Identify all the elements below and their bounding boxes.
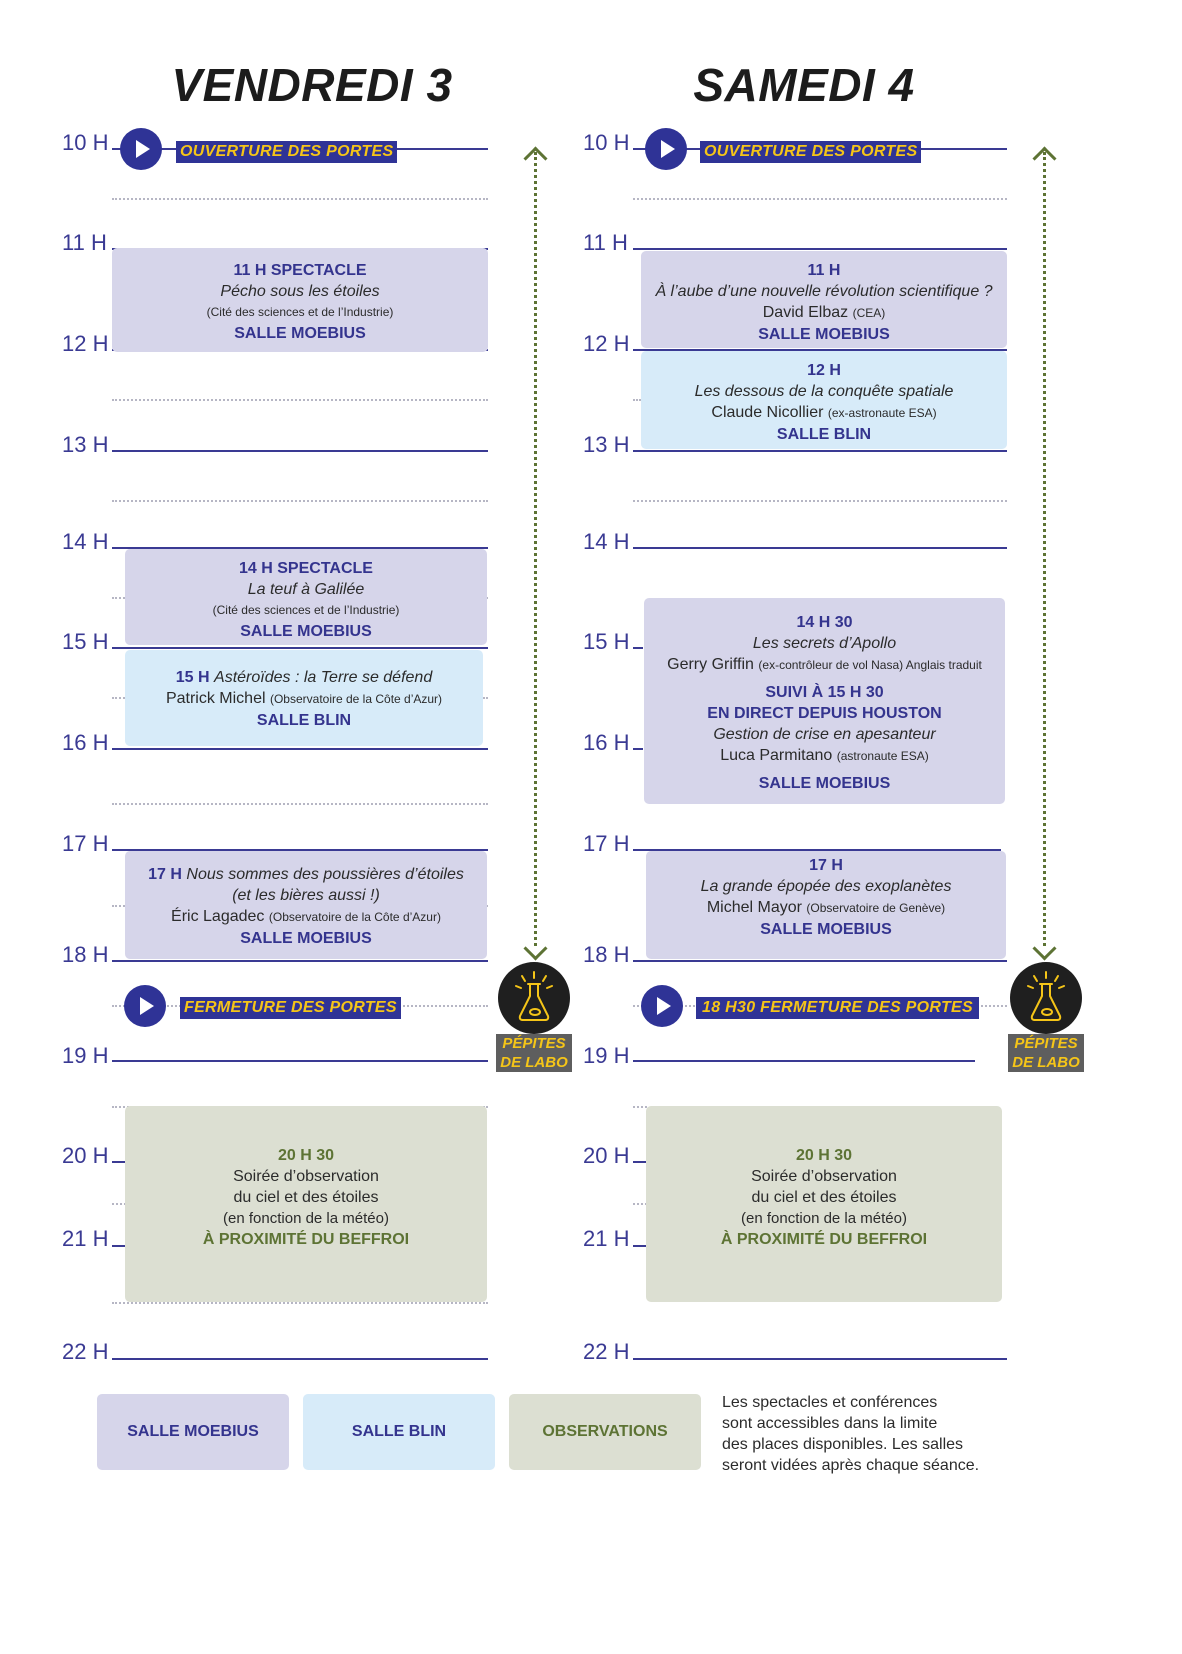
- hour-label: 17 H: [62, 831, 109, 856]
- hour-line: [633, 1358, 1007, 1360]
- event-speaker: Michel Mayor: [706, 899, 802, 916]
- hour-label: 16 H: [62, 730, 109, 755]
- event-affiliation: (Observatoire de la Côte d’Azur): [268, 910, 441, 924]
- event-card: [641, 351, 1007, 449]
- event-card: [112, 248, 488, 352]
- hour-line: [633, 547, 1007, 549]
- event-room: SALLE MOEBIUS: [760, 921, 892, 938]
- event-affiliation: (CEA): [852, 306, 886, 320]
- play-icon: [124, 985, 166, 1027]
- event-card: [125, 650, 483, 746]
- hour-label: 12 H: [62, 331, 109, 356]
- half-hour-line: [112, 1302, 488, 1304]
- event-speaker: Gerry Griffin: [667, 656, 754, 673]
- play-icon: [120, 128, 162, 170]
- hour-label: 18 H: [62, 942, 109, 967]
- hour-label: 18 H: [583, 942, 630, 967]
- hour-label: 17 H: [583, 831, 630, 856]
- event-room: SALLE MOEBIUS: [758, 775, 891, 792]
- event-time: 14 H SPECTACLE: [239, 560, 373, 577]
- access-note: [722, 1392, 1002, 1476]
- event-time: 17 H: [148, 866, 182, 883]
- event-line: Soirée d’observation: [233, 1168, 379, 1185]
- hour-line: [112, 450, 488, 452]
- event-time: 20 H 30: [277, 1147, 335, 1164]
- event-speaker: Éric Lagadec: [171, 908, 265, 925]
- hour-label: 20 H: [62, 1143, 109, 1168]
- event-time: 15 H: [175, 669, 210, 686]
- half-hour-line: [633, 399, 641, 401]
- event-line: Soirée d’observation: [751, 1168, 897, 1185]
- dotted-range-line: [1043, 152, 1046, 946]
- event-place: À PROXIMITÉ DU BEFFROI: [202, 1231, 410, 1248]
- half-hour-line: [633, 1203, 647, 1205]
- hour-label: 14 H: [583, 529, 630, 554]
- hour-label: 11 H: [62, 230, 107, 255]
- friday-title: VENDREDI 3: [171, 59, 453, 111]
- event-card: [125, 851, 487, 959]
- event-title-line2: (et les bières aussi !): [232, 887, 380, 904]
- lab-badge-line1: PÉPITES: [1014, 1035, 1078, 1052]
- note-line: Les spectacles et conférences: [722, 1394, 938, 1411]
- hour-label: 15 H: [583, 629, 630, 654]
- event-affiliation: (ex-astronaute ESA): [827, 406, 937, 420]
- half-hour-line: [112, 500, 488, 502]
- hour-label: 19 H: [62, 1043, 109, 1068]
- event-title: Les secrets d’Apollo: [752, 635, 897, 652]
- half-hour-line: [112, 1203, 126, 1205]
- hour-label: 13 H: [583, 432, 630, 457]
- half-hour-line: [112, 198, 488, 200]
- hour-line: [112, 647, 488, 649]
- hour-label: 11 H: [583, 230, 628, 255]
- hour-label: 20 H: [583, 1143, 630, 1168]
- event-speaker: Patrick Michel: [165, 690, 266, 707]
- hour-line: [112, 1245, 126, 1247]
- event-speaker: Luca Parmitano: [720, 747, 833, 764]
- event-title: La teuf à Galilée: [247, 581, 365, 598]
- event-speaker: David Elbaz: [762, 304, 849, 321]
- event-title: La grande épopée des exoplanètes: [700, 878, 952, 895]
- hour-label: 13 H: [62, 432, 109, 457]
- event-room: SALLE MOEBIUS: [758, 326, 890, 343]
- hour-line: [633, 1161, 647, 1163]
- event-speaker: Claude Nicollier: [711, 404, 824, 421]
- lab-badge-line2: DE LABO: [1012, 1054, 1080, 1071]
- half-hour-line: [633, 500, 1007, 502]
- hour-label: 10 H: [583, 130, 630, 155]
- half-hour-line: [112, 399, 488, 401]
- hour-label: 22 H: [62, 1339, 109, 1364]
- event-room: SALLE MOEBIUS: [240, 623, 372, 640]
- event-source: (Cité des sciences et de l’Industrie): [206, 305, 394, 319]
- event-line: du ciel et des étoiles: [233, 1189, 379, 1206]
- event-room: SALLE BLIN: [776, 426, 872, 443]
- hour-line: [633, 748, 643, 750]
- event-place: À PROXIMITÉ DU BEFFROI: [720, 1231, 928, 1248]
- closing-label: 18 H30 FERMETURE DES PORTES: [696, 997, 979, 1019]
- event-title: Les dessous de la conquête spatiale: [694, 383, 954, 400]
- event-title: À l’aube d’une nouvelle révolution scientifique ?: [655, 283, 993, 300]
- event-follow: EN DIRECT DEPUIS HOUSTON: [707, 705, 942, 722]
- event-room: SALLE MOEBIUS: [240, 930, 372, 947]
- saturday-title: SAMEDI 4: [693, 59, 915, 111]
- hour-line: [112, 1358, 488, 1360]
- event-time: 12 H: [807, 362, 841, 379]
- hour-label: 22 H: [583, 1339, 630, 1364]
- hour-line: [112, 960, 488, 962]
- event-time: 11 H SPECTACLE: [233, 262, 367, 279]
- event-time: 11 H: [807, 262, 841, 279]
- hour-label: 12 H: [583, 331, 630, 356]
- event-room: SALLE BLIN: [256, 712, 352, 729]
- event-card: [644, 598, 1005, 804]
- event-source: (Cité des sciences et de l’Industrie): [212, 603, 400, 617]
- hour-label: 21 H: [583, 1226, 630, 1251]
- hour-line: [633, 450, 1007, 452]
- half-hour-line: [633, 198, 1007, 200]
- hour-line: [112, 1060, 488, 1062]
- hour-line: [633, 647, 643, 649]
- play-icon: [641, 985, 683, 1027]
- event-line: du ciel et des étoiles: [751, 1189, 897, 1206]
- event-time: 17 H: [809, 857, 843, 874]
- event-affiliation: (ex-contrôleur de vol Nasa) Anglais traduit: [758, 658, 982, 672]
- note-line: des places disponibles. Les salles: [722, 1436, 964, 1453]
- event-time: 14 H 30: [796, 614, 853, 631]
- note-line: seront vidées après chaque séance.: [722, 1457, 980, 1474]
- hour-label: 10 H: [62, 130, 109, 155]
- opening-label: OUVERTURE DES PORTES: [176, 141, 397, 163]
- event-follow: SUIVI À 15 H 30: [765, 684, 884, 701]
- hour-line: [633, 1060, 975, 1062]
- lab-badge-label: [496, 1034, 572, 1072]
- lab-badge-label: [1008, 1034, 1084, 1072]
- hour-line: [633, 960, 1007, 962]
- event-room: SALLE MOEBIUS: [234, 325, 366, 342]
- legend-observations: OBSERVATIONS: [509, 1394, 701, 1470]
- event-time: 20 H 30: [795, 1147, 853, 1164]
- event-affiliation: (Observatoire de la Côte d’Azur): [269, 692, 443, 706]
- hour-label: 19 H: [583, 1043, 630, 1068]
- arrow-down-icon: [1032, 936, 1056, 960]
- hour-label: 16 H: [583, 730, 630, 755]
- hour-label: 15 H: [62, 629, 109, 654]
- half-hour-line: [633, 1106, 647, 1108]
- event-card: [125, 549, 487, 645]
- lab-flask-icon: [498, 962, 570, 1034]
- legend-blin: SALLE BLIN: [303, 1394, 495, 1470]
- lab-flask-icon: [1010, 962, 1082, 1034]
- hour-line: [633, 1245, 647, 1247]
- event-title: Pécho sous les étoiles: [220, 283, 380, 300]
- hour-line: [112, 748, 488, 750]
- event-card: [646, 1106, 1002, 1302]
- event-line: (en fonction de la météo): [223, 1210, 389, 1227]
- play-icon: [645, 128, 687, 170]
- event-title: Astéroïdes : la Terre se défend: [214, 669, 433, 686]
- event-title: Nous sommes des poussières d’étoiles: [186, 866, 464, 883]
- event-card: [125, 1106, 487, 1302]
- opening-label: OUVERTURE DES PORTES: [700, 141, 921, 163]
- hour-label: 14 H: [62, 529, 109, 554]
- closing-label: FERMETURE DES PORTES: [180, 997, 401, 1019]
- legend-moebius: SALLE MOEBIUS: [97, 1394, 289, 1470]
- event-card: [641, 251, 1007, 348]
- lab-badge-line2: DE LABO: [500, 1054, 568, 1071]
- event-card: [646, 851, 1006, 959]
- event-affiliation: (astronaute ESA): [836, 749, 929, 763]
- event-title: Gestion de crise en apesanteur: [713, 726, 936, 743]
- hour-label: 21 H: [62, 1226, 109, 1251]
- lab-badge-line1: PÉPITES: [502, 1035, 566, 1052]
- note-line: sont accessibles dans la limite: [722, 1415, 938, 1432]
- hour-line: [112, 1161, 126, 1163]
- half-hour-line: [112, 803, 488, 805]
- event-line: (en fonction de la météo): [741, 1210, 907, 1227]
- hour-line: [633, 248, 1007, 250]
- arrow-down-icon: [523, 936, 547, 960]
- dotted-range-line: [534, 152, 537, 946]
- event-affiliation: (Observatoire de Genève): [806, 901, 946, 915]
